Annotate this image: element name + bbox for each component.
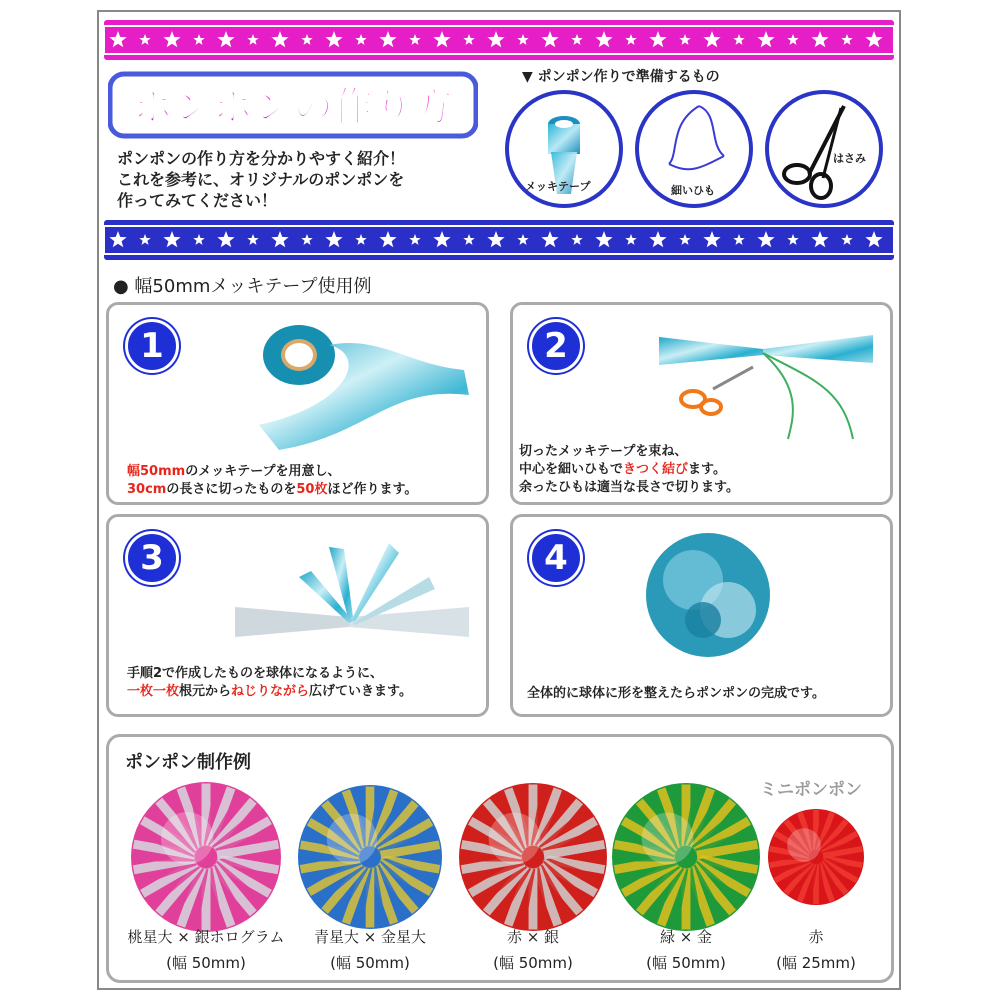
step-number: 1 [125,319,179,373]
desc-text: ます。 [688,462,726,477]
pompom-example [612,783,760,931]
pompom-label [731,924,901,976]
desc-text: 切ったメッキテープを束ね、 [519,444,688,459]
pompom-label [121,924,291,976]
pompom-width: (幅 50mm) [493,954,573,972]
desc-text: 根元から [179,684,232,699]
mini-pompom-label: ミニポンポン [760,780,862,800]
pompom-width: (幅 50mm) [330,954,410,972]
highlight-text: 50枚 [296,482,328,497]
material-label: メッキテープ [525,180,591,193]
pompom-label [285,924,455,976]
highlight-text: 幅50mm [127,464,186,479]
intro-line: 作ってみてください！ [117,191,278,210]
pompom-name: 赤 [808,928,824,946]
pompom-name: 赤 × 銀 [506,928,560,946]
material-label: 細いひも [671,184,715,197]
pompom-example [298,785,442,929]
pompom-width: (幅 50mm) [646,954,726,972]
intro-line: ポンポンの作り方を分かりやすく紹介！ [117,149,406,168]
pompom-width: (幅 25mm) [776,954,856,972]
desc-text: ほど作ります。 [327,482,418,497]
desc-text: の長さに切ったものを [166,482,297,497]
desc-text: 余ったひもは適当な長さで切ります。 [519,480,739,495]
pompom-label [448,924,618,976]
intro-line: これを参考に、オリジナルのポンポンを [117,170,405,189]
pompom-name: 桃星大 × 銀ホログラム [127,928,285,946]
pompom-example [131,782,281,932]
step-number: 4 [529,531,583,585]
highlight-text: 一枚一枚 [127,684,180,699]
desc-text: 全体的に球体に形を整えたらポンポンの完成です。 [527,686,825,701]
pompom-example [768,809,864,905]
pompom-example [459,783,607,931]
pompom-name: 青星大 × 金星大 [313,928,427,946]
pompom-name: 緑 × 金 [659,928,713,946]
section-heading: ● 幅50mmメッキテープ使用例 [113,276,372,297]
step-number: 2 [529,319,583,373]
page-title-text: ポンポンの作り方 [133,84,453,130]
material-label: はさみ [833,152,866,165]
step-number: 3 [125,531,179,585]
prep-heading: ▼ ポンポン作りで準備するもの [522,69,720,85]
desc-text: 中心を細いひもで [519,462,624,477]
pompom-width: (幅 50mm) [166,954,246,972]
highlight-text: 30cm [127,482,167,497]
highlight-text: きつく結び [623,462,689,477]
highlight-text: ねじりながら [231,684,310,699]
desc-text: 広げていきます。 [309,684,413,699]
desc-text: のメッキテープを用意し、 [185,464,341,479]
examples-heading: ポンポン制作例 [125,752,251,773]
desc-text: 手順2で作成したものを球体になるように、 [127,666,384,681]
